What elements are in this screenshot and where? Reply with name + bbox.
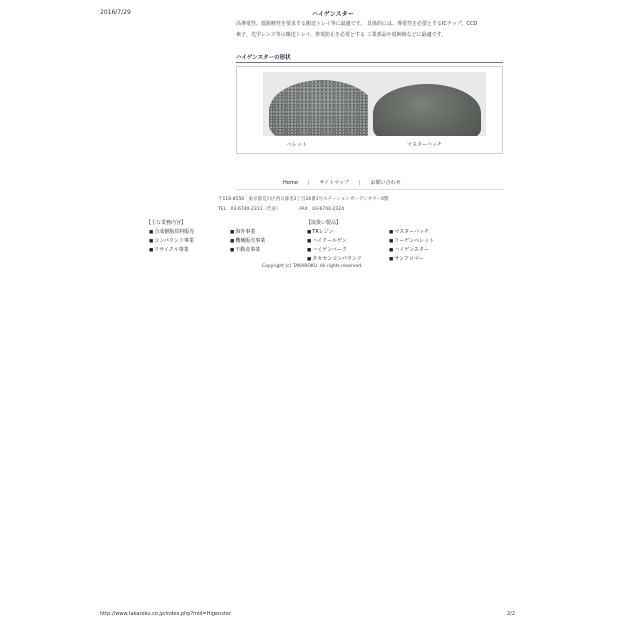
masterbatch-photo — [368, 72, 486, 136]
business-item[interactable]: ■ 不動産事業 — [230, 246, 265, 255]
product-item[interactable]: ■ リーゲンペレット — [389, 237, 434, 246]
business-list-col2 — [230, 228, 265, 255]
product-item[interactable]: ■ ハイクールゲン — [307, 237, 362, 246]
business-heading: 【主な業務内容】 — [146, 220, 187, 226]
nav-separator: | — [358, 180, 361, 186]
shapes-photo-panel — [236, 66, 503, 154]
pellet-pile-image — [269, 80, 375, 136]
business-item[interactable]: ■ 合成樹脂原料販売 — [149, 228, 194, 237]
company-address: 〒116-8556 東京都荒川区西日暮里2丁目26番1号ステーションガーデンタワー6階 — [218, 197, 389, 202]
business-item[interactable]: ■ 機械販売事業 — [230, 237, 265, 246]
company-fax: FAX 03-6740-2324 — [299, 207, 345, 212]
pellet-photo — [263, 72, 381, 136]
business-item[interactable]: ■ コンパウンド事業 — [149, 237, 194, 246]
product-description — [236, 19, 504, 41]
product-item[interactable]: ■ マスターバッチ — [389, 228, 434, 237]
masterbatch-pile-image — [373, 84, 481, 136]
page-number: 2/2 — [507, 611, 516, 617]
business-item[interactable]: ■ リサイクル事業 — [149, 246, 194, 255]
product-item[interactable]: ■ タカセンコンパウンド — [307, 255, 362, 264]
products-heading: 【取扱い製品】 — [306, 220, 342, 226]
nav-link-sitemap[interactable]: サイトマップ — [319, 180, 349, 186]
product-item[interactable]: ■ TRレジン — [307, 228, 362, 237]
products-list-col1 — [307, 228, 362, 264]
section-divider — [236, 62, 503, 63]
pellet-caption: ペレット — [287, 142, 307, 148]
product-item[interactable]: ■ ハイゲンスター — [389, 246, 434, 255]
company-tel: TEL 03-6740-2311（代表） — [218, 207, 281, 212]
print-url: http://www.takaroku.co.jp/index.php?mid=Higenster — [100, 611, 232, 617]
product-item[interactable]: ■ サンアロマー — [389, 255, 434, 264]
products-list-col2 — [389, 228, 434, 264]
nav-link-contact[interactable]: お問い合わせ — [370, 180, 401, 186]
product-item[interactable]: ■ ハイゲンバーク — [307, 246, 362, 255]
masterbatch-caption: マスターバッチ — [407, 142, 442, 148]
copyright: Copyright (c) TAKAROKU. All rights reserved. — [262, 264, 363, 269]
nav-separator: | — [307, 180, 310, 186]
shapes-heading: ハイゲンスターの形状 — [236, 55, 291, 61]
page-title: ハイゲンスター — [312, 11, 354, 18]
business-list-col1 — [149, 228, 194, 255]
company-contact — [218, 206, 344, 212]
nav-link-home[interactable]: Home — [283, 180, 298, 186]
footer-nav — [283, 179, 401, 186]
footer-divider — [236, 189, 503, 190]
description-line: 高導電性、低脱塵性を要求する搬送トレイ等に最適です。 具体的には、導電性を必要とするICチップ、CCD — [236, 21, 478, 27]
description-line: 素子、光学レンズ等の搬送トレイ、帯電防止を必要とする 工業部品や収納箱などに最適です。 — [236, 32, 447, 38]
print-date: 2016/7/29 — [100, 9, 131, 16]
business-item[interactable]: ■ 海外事業 — [230, 228, 265, 237]
